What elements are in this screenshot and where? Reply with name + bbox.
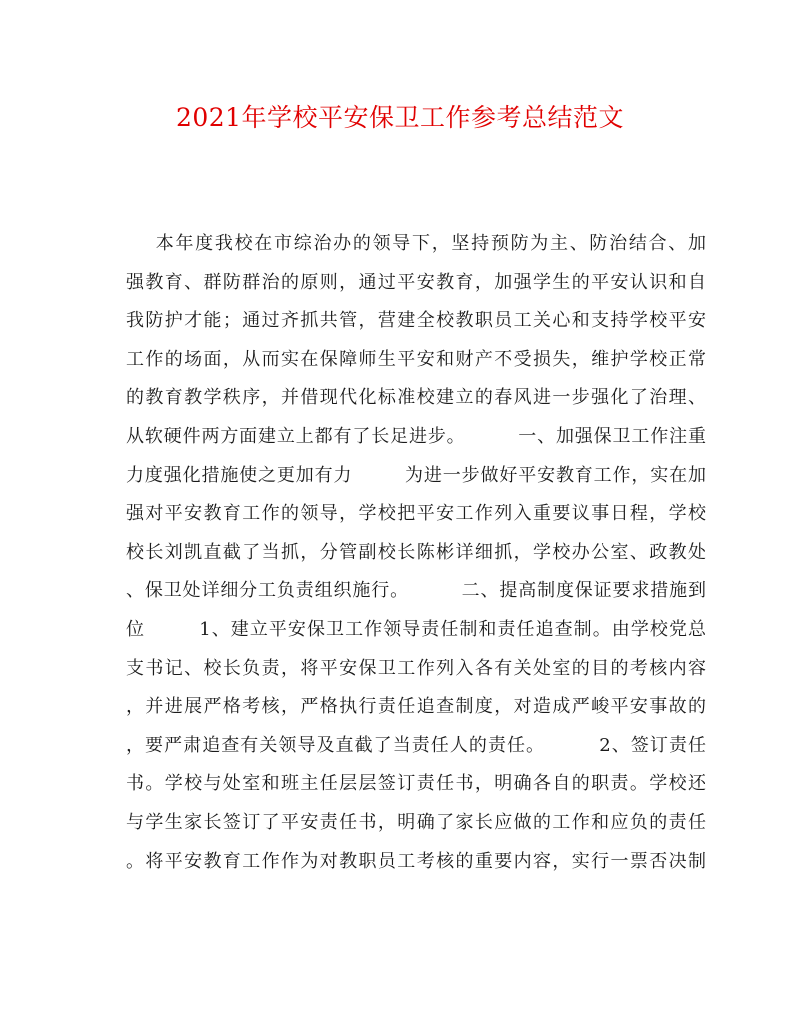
document-title: 2021年学校平安保卫工作参考总结范文 <box>175 103 625 132</box>
body-line: 的教育教学秩序，并借现代化标准校建立的春风进一步强化了治理、 <box>126 387 706 409</box>
body-line: 位 1、建立平安保卫工作领导责任制和责任追查制。由学校党总 <box>126 618 706 640</box>
body-line: 校长刘凯直截了当抓，分管副校长陈彬详细抓，学校办公室、政教处 <box>126 541 706 563</box>
document-body <box>126 225 706 881</box>
body-line: ，并进展严格考核，严格执行责任追查制度，对造成严峻平安事故的 <box>126 696 706 718</box>
body-line: 支书记、校长负责，将平安保卫工作列入各有关处室的目的考核内容 <box>126 657 706 679</box>
body-line: 。将平安教育工作作为对教职员工考核的重要内容，实行一票否决制 <box>126 850 706 872</box>
body-line: 强教育、群防群治的原则，通过平安教育，加强学生的平安认识和自 <box>126 271 706 293</box>
body-line: 我防护才能；通过齐抓共管，营建全校教职员工关心和支持学校平安 <box>126 310 706 332</box>
body-line: 本年度我校在市综治办的领导下，坚持预防为主、防治结合、加 <box>126 233 706 254</box>
body-line: 工作的场面，从而实在保障师生平安和财产不受损失，维护学校正常 <box>126 348 706 370</box>
body-line: 、保卫处详细分工负责组织施行。 二、提高制度保证要求措施到 <box>126 580 706 602</box>
body-line: ，要严肃追查有关领导及直截了当责任人的责任。 2、签订责任 <box>126 734 706 756</box>
body-line: 力度强化措施使之更加有力 为进一步做好平安教育工作，实在加 <box>126 464 706 486</box>
body-line: 从软硬件两方面建立上都有了长足进步。 一、加强保卫工作注重 <box>126 425 706 447</box>
body-line: 强对平安教育工作的领导，学校把平安工作列入重要议事日程，学校 <box>126 503 706 525</box>
body-line: 与学生家长签订了平安责任书，明确了家长应做的工作和应负的责任 <box>126 811 706 833</box>
body-line: 书。学校与处室和班主任层层签订责任书，明确各自的职责。学校还 <box>126 773 706 795</box>
